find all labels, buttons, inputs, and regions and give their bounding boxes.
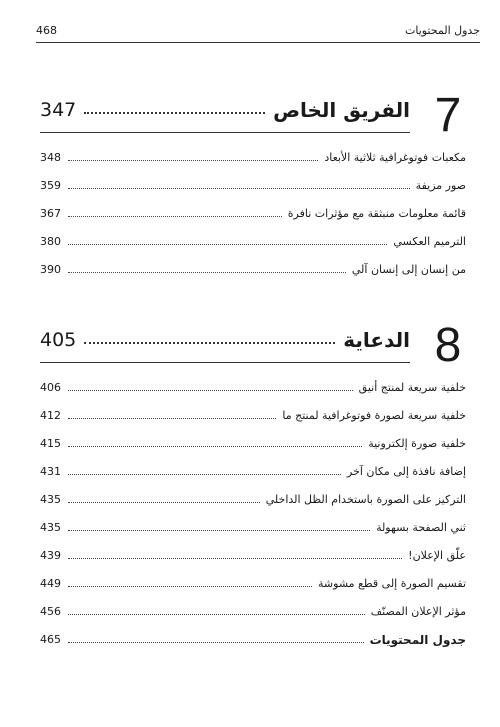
toc-entry[interactable] xyxy=(40,374,466,402)
chapter-title: الفريق الخاص xyxy=(273,98,410,122)
entry-page: 348 xyxy=(40,151,61,164)
entry-title: مكعبات فوتوغرافية ثلاثية الأبعاد xyxy=(324,151,466,164)
dot-leader xyxy=(68,642,364,643)
dot-leader xyxy=(68,502,260,503)
chapter-number: 8 xyxy=(434,319,462,372)
entry-page: 380 xyxy=(40,235,61,248)
toc-entry[interactable] xyxy=(40,430,466,458)
chapter-page: 347 xyxy=(40,99,77,121)
entry-title: ثني الصفحة بسهولة xyxy=(376,521,466,534)
entry-title: مؤثر الإعلان المصنّف xyxy=(370,605,466,618)
chapter-page: 405 xyxy=(40,329,77,351)
entry-page: 465 xyxy=(40,633,61,646)
entry-page: 367 xyxy=(40,207,61,220)
dot-leader xyxy=(68,390,353,391)
dot-leader xyxy=(84,112,265,114)
entry-title: جدول المحتويات xyxy=(369,633,466,647)
dot-leader xyxy=(68,188,410,189)
entry-page: 359 xyxy=(40,179,61,192)
page-number: 468 xyxy=(36,24,57,37)
toc-entry[interactable] xyxy=(40,256,466,284)
chapter-title: الدعاية xyxy=(343,328,410,352)
toc-entry[interactable] xyxy=(40,402,466,430)
entry-page: 431 xyxy=(40,465,61,478)
dot-leader xyxy=(68,418,276,419)
dot-leader xyxy=(68,160,318,161)
entry-title: إضافة نافذة إلى مكان آخر xyxy=(347,465,466,478)
toc-entry[interactable] xyxy=(40,458,466,486)
page-header xyxy=(36,24,480,43)
entry-page: 456 xyxy=(40,605,61,618)
dot-leader xyxy=(84,342,335,344)
dot-leader xyxy=(68,446,362,447)
dot-leader xyxy=(68,558,402,559)
entry-page: 390 xyxy=(40,263,61,276)
entry-page: 406 xyxy=(40,381,61,394)
dot-leader xyxy=(68,244,387,245)
entry-title: قائمة معلومات منبثقة مع مؤثرات نافرة xyxy=(287,207,466,220)
toc-entry[interactable] xyxy=(40,598,466,626)
entry-page: 439 xyxy=(40,549,61,562)
toc-entry[interactable] xyxy=(40,570,466,598)
toc-entry[interactable] xyxy=(40,172,466,200)
chapter-7 xyxy=(40,88,466,284)
chapter-number: 7 xyxy=(434,89,462,142)
entry-title: تقسيم الصورة إلى قطع مشوشة xyxy=(318,577,466,590)
entry-title: الترميم العكسي xyxy=(393,235,466,248)
entry-title: خلفية سريعة لمنتج أنيق xyxy=(358,381,466,394)
toc-entry[interactable] xyxy=(40,200,466,228)
entry-page: 435 xyxy=(40,493,61,506)
entry-list xyxy=(40,374,466,626)
dot-leader xyxy=(68,586,312,587)
entry-page: 449 xyxy=(40,577,61,590)
toc-entry[interactable] xyxy=(40,542,466,570)
entry-page: 412 xyxy=(40,409,61,422)
entry-title: من إنسان إلى إنسان آلي xyxy=(351,263,466,276)
dot-leader xyxy=(68,272,346,273)
toc-entry[interactable] xyxy=(40,144,466,172)
entry-title: علّق الإعلان! xyxy=(408,549,466,562)
entry-page: 435 xyxy=(40,521,61,534)
toc-entry[interactable] xyxy=(40,228,466,256)
toc-entry[interactable] xyxy=(40,514,466,542)
running-title: جدول المحتويات xyxy=(404,24,480,37)
entry-page: 415 xyxy=(40,437,61,450)
toc-entry[interactable] xyxy=(40,486,466,514)
chapter-rule xyxy=(40,362,410,363)
entry-title: صور مزيفة xyxy=(415,179,466,192)
toc-entry-contents[interactable] xyxy=(40,628,466,652)
dot-leader xyxy=(68,474,341,475)
entry-title: خلفية صورة إلكترونية xyxy=(368,437,466,450)
entry-list xyxy=(40,144,466,284)
entry-title: التركيز على الصورة باستخدام الظل الداخلي xyxy=(265,493,466,506)
dot-leader xyxy=(68,530,370,531)
dot-leader xyxy=(68,614,365,615)
chapter-heading xyxy=(40,88,466,144)
dot-leader xyxy=(68,216,282,217)
chapter-heading xyxy=(40,318,466,374)
chapter-8 xyxy=(40,318,466,626)
entry-title: خلفية سريعة لصورة فوتوغرافية لمنتج ما xyxy=(282,409,466,422)
chapter-rule xyxy=(40,132,410,133)
